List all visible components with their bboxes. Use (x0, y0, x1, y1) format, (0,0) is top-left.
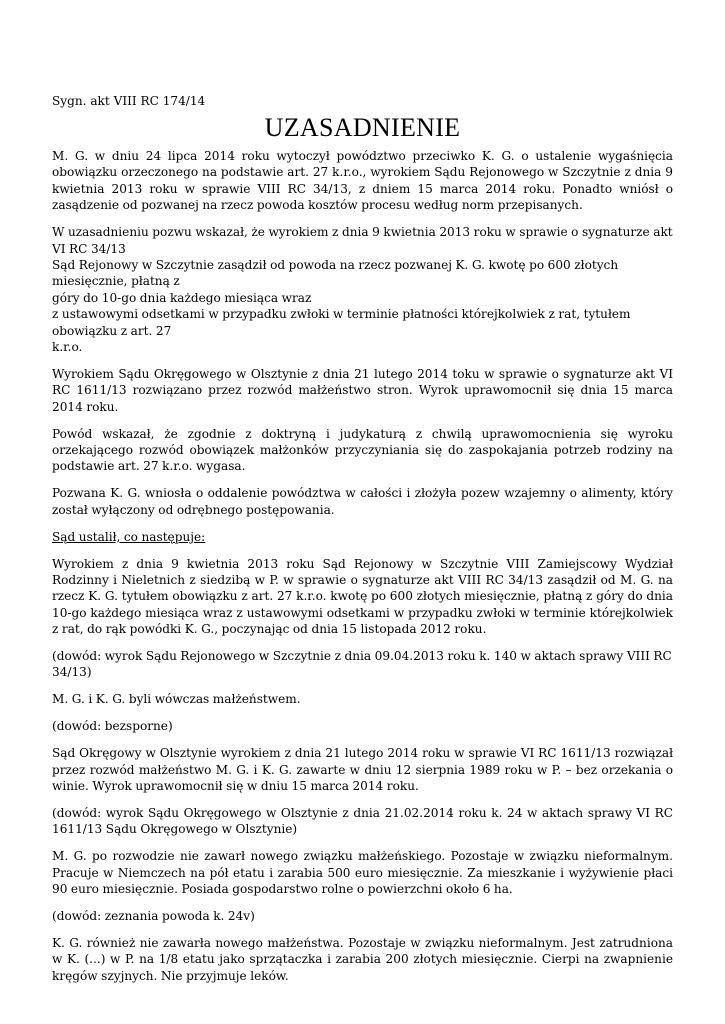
paragraph-marriage-status: M. G. i K. G. byli wówczas małżeństwem. (52, 692, 301, 707)
paragraph-claim: M. G. w dniu 24 lipca 2014 roku wytoczył powództwo przeciwko K. G. o ustalenie wygaśnięcia obowiązku orzeczonego na podstawie art. 27 k.r.o., wyrokiem Sądu Rejonowego w Szczytnie z dnia 9 kwietnia 2013 roku w sprawie VIII RC 34/13, z dniem 15 marca 2014 roku. Ponadto wniósł o zasądzenie od pozwanej na rzecz powoda kosztów procesu według norm przepisanych. (52, 149, 673, 213)
evidence-note: (dowód: wyrok Sądu Rejonowego w Szczytnie z dnia 09.04.2013 roku k. 140 w aktach sprawy VIII RC 34/13) (52, 649, 672, 680)
paragraph-plaintiff-argument: Powód wskazał, że zgodnie z doktryną i judykaturą z chwilą uprawomocnienia się wyroku orzekającego rozwód obowiązek małżonków przyczyniania się do zaspokajania potrzeb rodziny na podstawie art. 27 k.r.o. wygasa. (52, 426, 673, 474)
findings-heading (52, 529, 673, 545)
paragraph-line: góry do 10-go dnia każdego miesiąca wraz (52, 290, 312, 305)
paragraph-divorce-findings: Sąd Okręgowy w Olsztynie wyrokiem z dnia 21 lutego 2014 roku w sprawie VI RC 1611/13 rozwiązał przez rozwód małżeństwo M. G. i K. G. zawarte w dniu 12 sierpnia 1989 roku w P. – bez orzekania o winie. Wyrok uprawomocnił się w dniu 15 marca 2014 roku. (52, 746, 673, 793)
evidence-note: (dowód: wyrok Sądu Okręgowego w Olsztynie z dnia 21.02.2014 roku k. 24 w aktach sprawy VI RC 1611/13 Sądu Okręgowego w Olsztynie) (52, 805, 673, 837)
paragraph-line: z ustawowymi odsetkami w przypadku zwłoki w terminie płatności którejkolwiek z rat, tytułem obowiązku z art. 27 (52, 307, 631, 338)
case-signature: Sygn. akt VIII RC 174/14 (52, 94, 206, 108)
paragraph-defendant-situation: K. G. również nie zawarła nowego małżeństwa. Pozostaje w związku nieformalnym. Jest zatrudniona w K. (...) w P. na 1/8 etatu jako sprzątaczka i zarabia 200 złotych miesięcznie. Cierpi na zwapnienie kręgów szyjnych. Nie przyjmuje leków. (52, 935, 673, 983)
paragraph-line: k.r.o. (52, 339, 83, 354)
paragraph-divorce-judgment: Wyrokiem Sądu Okręgowego w Olsztynie z dnia 21 lutego 2014 toku w sprawie o sygnaturze akt VI RC 1611/13 rozwiązano przez rozwód małżeństwo stron. Wyrok uprawomocnił się dnia 15 marca 2014 roku. (52, 366, 673, 414)
paragraph-justification (52, 224, 673, 355)
paragraph-line: Sąd Rejonowy w Szczytnie zasądził od powoda na rzecz pozwanej K. G. kwotę po 600 złotych miesięcznie, płatną z (52, 257, 619, 289)
document-title: UZASADNIENIE (264, 113, 461, 142)
paragraph-maintenance-judgment: Wyrokiem z dnia 9 kwietnia 2013 roku Sąd Rejonowy w Szczytnie VIII Zamiejscowy Wydział Rodzinny i Nieletnich z siedzibą w P. w sprawie o sygnaturze akt VIII RC 34/13 zasądził od M. G. na rzecz K. G. tytułem obowiązku z art. 27 k.r.o. kwotę po 600 złotych miesięcznie, płatną z góry do dnia 10-go każdego miesiąca wraz z ustawowymi odsetkami w przypadku zwłoki w terminie którejkolwiek z rat, do rąk powódki K. G., poczynając od dnia 15 listopada 2012 roku. (52, 556, 673, 637)
findings-heading-text: Sąd ustalił, co następuje: (52, 529, 206, 544)
document-page (52, 93, 673, 995)
paragraph-plaintiff-situation: M. G. po rozwodzie nie zawarł nowego związku małżeńskiego. Pozostaje w związku nieformalnym. Pracuje w Niemczech na pół etatu i zarabia 500 euro miesięcznie. Za mieszkanie i wyżywienie płaci 90 euro miesięcznie. Posiada gospodarstwo rolne o powierzchni około 6 ha. (52, 849, 673, 897)
evidence-note: (dowód: zeznania powoda k. 24v) (52, 908, 255, 923)
evidence-note: (dowód: bezsporne) (52, 719, 173, 734)
paragraph-defendant-response: Pozwana K. G. wniosła o oddalenie powództwa w całości i złożyła pozew wzajemny o alimenty, który został wyłączony od odrębnego postępowania. (52, 486, 673, 517)
paragraph-line: W uzasadnieniu pozwu wskazał, że wyrokiem z dnia 9 kwietnia 2013 roku w sprawie o sygnaturze akt VI RC 34/13 (52, 225, 673, 256)
